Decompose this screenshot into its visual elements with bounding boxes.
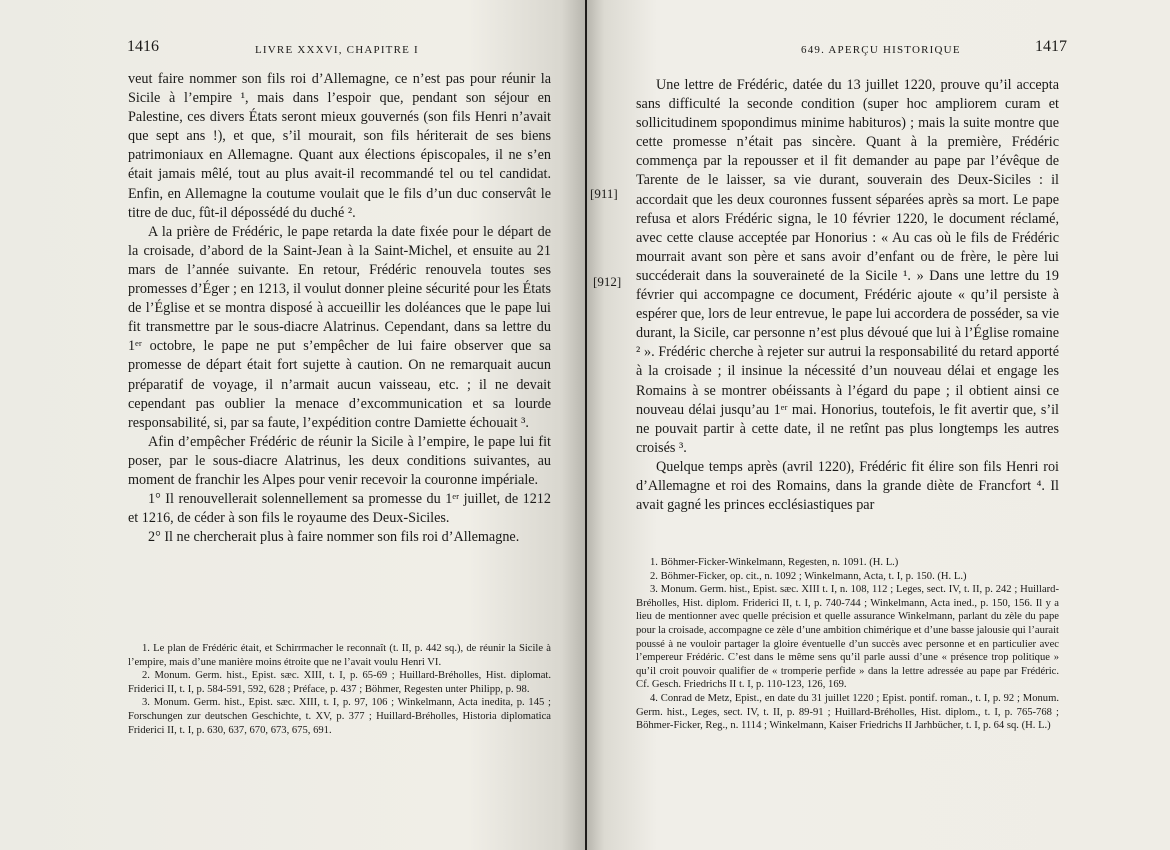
page-number: 1417 [1035,38,1067,55]
footnote: 4. Conrad de Metz, Epist., en date du 31 juillet 1220 ; Epist. pontif. roman., t. I, p. 92 ; Monum. Germ. hist., Leges, sect. IV, t. II, p. 89-91 ; Huillard-Bréholles, Hist. diplom., t. I, p. 765-768 ; Böhmer-Ficker, Reg., n. 1114 ; Winkelmann, Kaiser Friedrichs II Jarhbücher, t. I, p. 64 sq. (H. L.) [636,692,1059,732]
page-number: 1416 [127,38,159,55]
footnote: 1. Le plan de Frédéric était, et Schirrmacher le reconnaît (t. II, p. 442 sq.), de réunir la Sicile à l’empire, mais d’une manière moins étroite que ne l’avait voulu Henri VI. [128,643,551,668]
running-head: LIVRE XXXVI, CHAPITRE I [255,44,419,56]
paragraph: A la prière de Frédéric, le pape retarda la date fixée pour le départ de la croisade, d’abord de la Saint-Jean à la Saint-Michel, et ensuite au 21 mars de l’année suivante. En retour, Frédéric renouvela toutes ses promesses d’Éger ; en 1213, il voulut donner pleine sécurité pour les États de l’Église et se montra disposé à accueillir les doléances que le pape lui fit transmettre par le sous-diacre Alatrinus. Cependant, dans sa lettre du 1ᵉʳ octobre, le pape ne put s’empêcher de lui faire observer que sa promesse de départ était fort sujette à caution. On ne remarquait aucun préparatif de voyage, il n’armait aucun vaisseau, etc. ; il ne devait cependant pas oublier la menace d’excommunication et sa lourde responsabilité, si, par sa faute, l’expédition contre Damiette échouait ³. [128,223,551,431]
footnotes [128,642,551,737]
paragraph: Afin d’empêcher Frédéric de réunir la Sicile à l’empire, le pape lui fit poser, par le sous-diacre Alatrinus, les deux conditions suivantes, au moment de franchir les Alpes pour venir recevoir la couronne impériale. [128,433,551,488]
margin-note: [911] [590,186,618,201]
footnotes [636,556,1059,733]
footnote: 1. Böhmer-Ficker-Winkelmann, Regesten, n. 1091. (H. L.) [650,557,899,568]
paragraph: 2° Il ne chercherait plus à faire nommer son fils roi d’Allemagne. [148,529,520,546]
main-text [128,70,551,547]
margin-note: [912] [593,274,622,289]
running-head: 649. APERÇU HISTORIQUE [801,44,961,56]
footnote: 2. Böhmer-Ficker, op. cit., n. 1092 ; Winkelmann, Acta, t. I, p. 150. (H. L.) [650,570,967,582]
footnote: 3. Monum. Germ. hist., Epist. sæc. XIII, t. I, p. 97, 106 ; Winkelmann, Acta inedita, p. 145 ; Forschungen zur deutschen Geschichte, t. XV, p. 377 ; Huillard-Bréholles, Historia diplomatica Friderici II, t. I, p. 630, 637, 670, 673, 675, 691. [128,697,551,736]
paragraph: veut faire nommer son fils roi d’Allemagne, ce n’est pas pour réunir la Sicile à l’empire ¹, mais dans l’espoir que, pendant son séjour en Palestine, ces divers États seront mieux gouvernés (son fils Henri n’avait que sept ans !), et que, s’il mourait, son fils hériterait de ses biens patrimoniaux en Allemagne. Quant aux élections épiscopales, il ne s’en était jamais mêlé, tout au plus avait-il recommandé tel ou tel candidat. Enfin, en Allemagne la coutume voulait que le fils d’un duc conservât le titre de duc, fût-il dépossédé du duché ². [128,71,551,221]
right-page [587,0,1170,850]
footnote: 2. Monum. Germ. hist., Epist. sæc. XIII, t. I, p. 65-69 ; Huillard-Bréholles, Hist. diplomat. Friderici II, t. I, p. 584-591, 592, 628 ; Préface, p. 437 ; Böhmer, Regesten unter Philipp, p. 98. [128,670,551,695]
paragraph: 1° Il renouvellerait solennellement sa promesse du 1ᵉʳ juillet, de 1212 et 1216, de céder à son fils le royaume des Deux-Siciles. [128,491,551,527]
footnote: 3. Monum. Germ. hist., Epist. sæc. XIII t. I, n. 108, 112 ; Leges, sect. IV, t. II, p. 242 ; Huillard-Bréholles, Hist. diplom. Friderici II, t. I, p. 740-744 ; Winkelmann, Acta ined., p. 150, 156. Il y a lieu de mentionner avec quelle précision et quelle assurance Winkelmann, parlant du zèle du pape pour la croisade, accompagne ce zèle d’une ambition chimérique et d’une basse jalousie qui l’aurait poussé à ne vouloir partager la gloire éventuelle d’un succès avec personne et en particulier avec l’empereur Frédéric. C’est dans le même sens qu’il parle aussi d’une « présence trop politique » qu’il croit pouvoir qualifier de « tromperie perfide » dans la lettre adressée au pape par Frédéric. Cf. Gesch. Friedrichs II t. I, p. 110-123, 126, 169. [636,584,1059,691]
main-text [636,76,1059,515]
paragraph: Quelque temps après (avril 1220), Frédéric fit élire son fils Henri roi d’Allemagne et roi des Romains, dans la grande diète de Francfort ⁴. Il avait gagné les princes ecclésiastiques par [636,458,1059,514]
paragraph: Une lettre de Frédéric, datée du 13 juillet 1220, prouve qu’il accepta sans difficulté la seconde condition (super hoc ampliorem curam et sollicitudinem spopondimus minime habituros) ; mais la suite montre que cette promesse n’était pas sincère. Quant à la première, Frédéric commença par la repousser et il fit demander au pape par l’évêque de Tarente de le laisser, sa vie durant, souverain des Deux-Siciles : il accordait que les deux couronnes fussent séparées après sa mort. Le pape refusa et alors Frédéric signa, le 10 février 1220, le document réclamé, avec cette clause acceptée par Honorius : « Au cas où le fils de Frédéric mourrait avant son père et sans avoir d’enfant ou de frère, le père lui succéderait dans la souveraineté de la Sicile ¹. » Dans une lettre du 19 février qui accompagne ce document, Frédéric ajoute « qu’il persiste à espérer que, lors de leur entrevue, le pape lui accordera de posséder, sa vie durant, la Sicile, car personne n’est plus dévoué que lui à l’Église romaine ² ». Frédéric cherche à rejeter sur autrui la responsabilité du retard apporté à la croisade ; il insinue la nécessité d’un nouveau délai et engage les Romains à se montrer obéissants à l’égard du pape ; il obtient ainsi ce nouveau délai jusqu’au 1ᵉʳ mai. Honorius, toutefois, le fit avertir que, s’il ne pouvait partir à cette date, il ne retînt pas plus longtemps les autres croisés ³. [636,77,1059,456]
